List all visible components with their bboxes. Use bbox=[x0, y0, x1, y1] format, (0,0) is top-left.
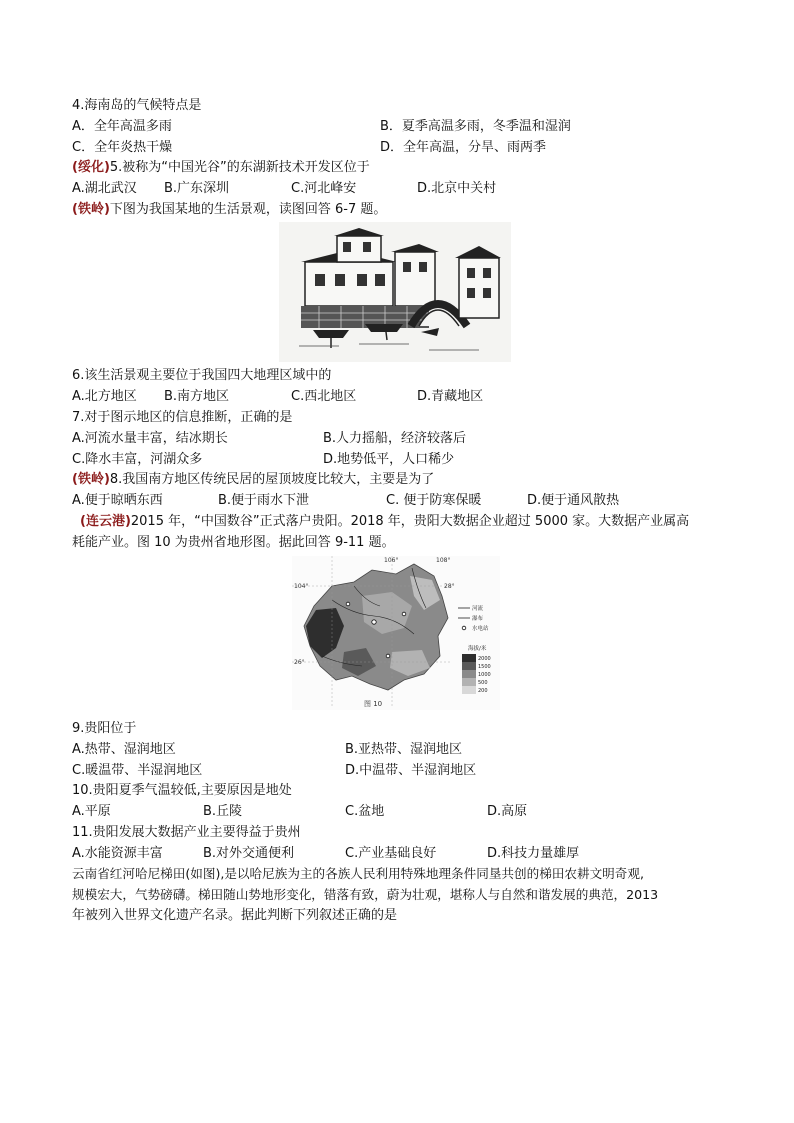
source-tag-tieling-2: (铁岭) bbox=[72, 472, 110, 487]
map-lon-label: 108° bbox=[436, 557, 451, 564]
legend-city: 水电站 bbox=[472, 626, 489, 632]
q10-option-c: C.盆地 bbox=[345, 804, 385, 819]
water-town-illustration bbox=[279, 222, 511, 362]
q9-option-c: C.暖温带、半湿润地区 bbox=[72, 763, 203, 778]
legend-level: 200 bbox=[478, 688, 488, 694]
q6-option-c: C.西北地区 bbox=[291, 389, 357, 404]
q11-stem: 11.贵阳发展大数据产业主要得益于贵州 bbox=[72, 825, 301, 840]
q6-stem: 6.该生活景观主要位于我国四大地理区域中的 bbox=[72, 368, 332, 383]
q6-option-b: B.南方地区 bbox=[164, 389, 230, 404]
q5-stem-line bbox=[72, 160, 370, 176]
map-lon-label: 104° bbox=[294, 583, 309, 590]
q5-option-c: C.河北峰安 bbox=[291, 181, 357, 196]
q8-stem: 8.我国南方地区传统民居的屋顶坡度比较大，主要是为了 bbox=[109, 472, 435, 487]
q5-option-a: A.湖北武汉 bbox=[72, 181, 137, 196]
legend-level: 2000 bbox=[478, 656, 491, 662]
map-caption: 图 10 bbox=[364, 700, 383, 708]
q11-option-c: C.产业基础良好 bbox=[345, 846, 437, 861]
q4-option-c: C．全年炎热干燥 bbox=[72, 140, 173, 155]
q4-option-d: D．全年高温，分旱、雨两季 bbox=[380, 140, 547, 155]
legend-river: 河流 bbox=[472, 606, 484, 612]
legend-level: 500 bbox=[478, 680, 488, 686]
q4-stem: 4.海南岛的气候特点是 bbox=[72, 98, 202, 113]
q8-option-a: A.便于晾晒东西 bbox=[72, 493, 163, 508]
hani-para-line1: 云南省红河哈尼梯田(如图),是以哈尼族为主的各族人民利用特殊地理条件同垦共创的梯田农耕文明奇观, bbox=[72, 866, 644, 881]
q7-option-b: B.人力摇船，经济较落后 bbox=[323, 431, 467, 446]
q8-option-b: B.便于雨水下泄 bbox=[218, 493, 310, 508]
q6-option-d: D.青藏地区 bbox=[417, 389, 484, 404]
intro-6-7-text: 下图为我国某地的生活景观，读图回答 6-7 题。 bbox=[109, 202, 387, 217]
q9-option-d: D.中温带、半湿润地区 bbox=[345, 763, 477, 778]
q10-option-d: D.高原 bbox=[487, 804, 528, 819]
q10-option-a: A.平原 bbox=[72, 804, 111, 819]
q7-stem: 7.对于图示地区的信息推断，正确的是 bbox=[72, 410, 293, 425]
q7-option-c: C.降水丰富，河湖众多 bbox=[72, 452, 203, 467]
q4-option-b: B．夏季高温多雨，冬季温和湿润 bbox=[380, 119, 571, 134]
hani-para-line3: 年被列入世界文化遗产名录。据此判断下列叙述正确的是 bbox=[72, 908, 398, 923]
q7-option-a: A.河流水量丰富，结冰期长 bbox=[72, 431, 228, 446]
guizhou-terrain-map bbox=[292, 556, 500, 710]
intro-6-7 bbox=[72, 202, 386, 218]
q5-option-d: D.北京中关村 bbox=[417, 181, 497, 196]
q4-option-a: A．全年高温多雨 bbox=[72, 119, 172, 134]
intro-9-11-text1: 2015 年，“中国数谷”正式落户贵阳。2018 年，贵阳大数据企业超过 5000 家。大数据产业属高 bbox=[130, 514, 690, 529]
q5-stem: 5.被称为“中国光谷”的东湖新技术开发区位于 bbox=[109, 160, 370, 175]
q11-option-d: D.科技力量雄厚 bbox=[487, 846, 580, 861]
map-lat-label: 26° bbox=[294, 659, 305, 666]
legend-level: 1500 bbox=[478, 664, 491, 670]
map-lon-label: 106° bbox=[384, 557, 399, 564]
intro-9-11-line2: 耗能产业。图 10 为贵州省地形图。据此回答 9-11 题。 bbox=[72, 535, 395, 550]
source-tag-suihua: (绥化) bbox=[72, 160, 110, 175]
legend-title: 海拔/米 bbox=[468, 646, 487, 652]
source-tag-tieling: (铁岭) bbox=[72, 202, 110, 217]
q9-option-a: A.热带、湿润地区 bbox=[72, 742, 176, 757]
intro-9-11-line1 bbox=[80, 514, 689, 530]
q9-stem: 9.贵阳位于 bbox=[72, 721, 137, 736]
map-lat-label: 28° bbox=[444, 583, 455, 590]
q10-option-b: B.丘陵 bbox=[203, 804, 243, 819]
source-tag-lianyungang: (连云港) bbox=[80, 514, 131, 529]
q8-option-d: D.便于通风散热 bbox=[527, 493, 620, 508]
q10-stem: 10.贵阳夏季气温较低,主要原因是地处 bbox=[72, 783, 292, 798]
q9-option-b: B.亚热带、湿润地区 bbox=[345, 742, 463, 757]
q7-option-d: D.地势低平，人口稀少 bbox=[323, 452, 455, 467]
q11-option-b: B.对外交通便利 bbox=[203, 846, 295, 861]
q8-stem-line bbox=[72, 472, 434, 488]
legend-waterfall: 瀑布 bbox=[472, 616, 484, 622]
q8-option-c: C. 便于防寒保暖 bbox=[386, 493, 482, 508]
hani-para-line2: 规模宏大，气势磅礴。梯田随山势地形变化，错落有致，蔚为壮观，堪称人与自然和谐发展的典范，2013 bbox=[72, 887, 659, 902]
q5-option-b: B.广东深圳 bbox=[164, 181, 230, 196]
legend-level: 1000 bbox=[478, 672, 491, 678]
q11-option-a: A.水能资源丰富 bbox=[72, 846, 163, 861]
q6-option-a: A.北方地区 bbox=[72, 389, 137, 404]
